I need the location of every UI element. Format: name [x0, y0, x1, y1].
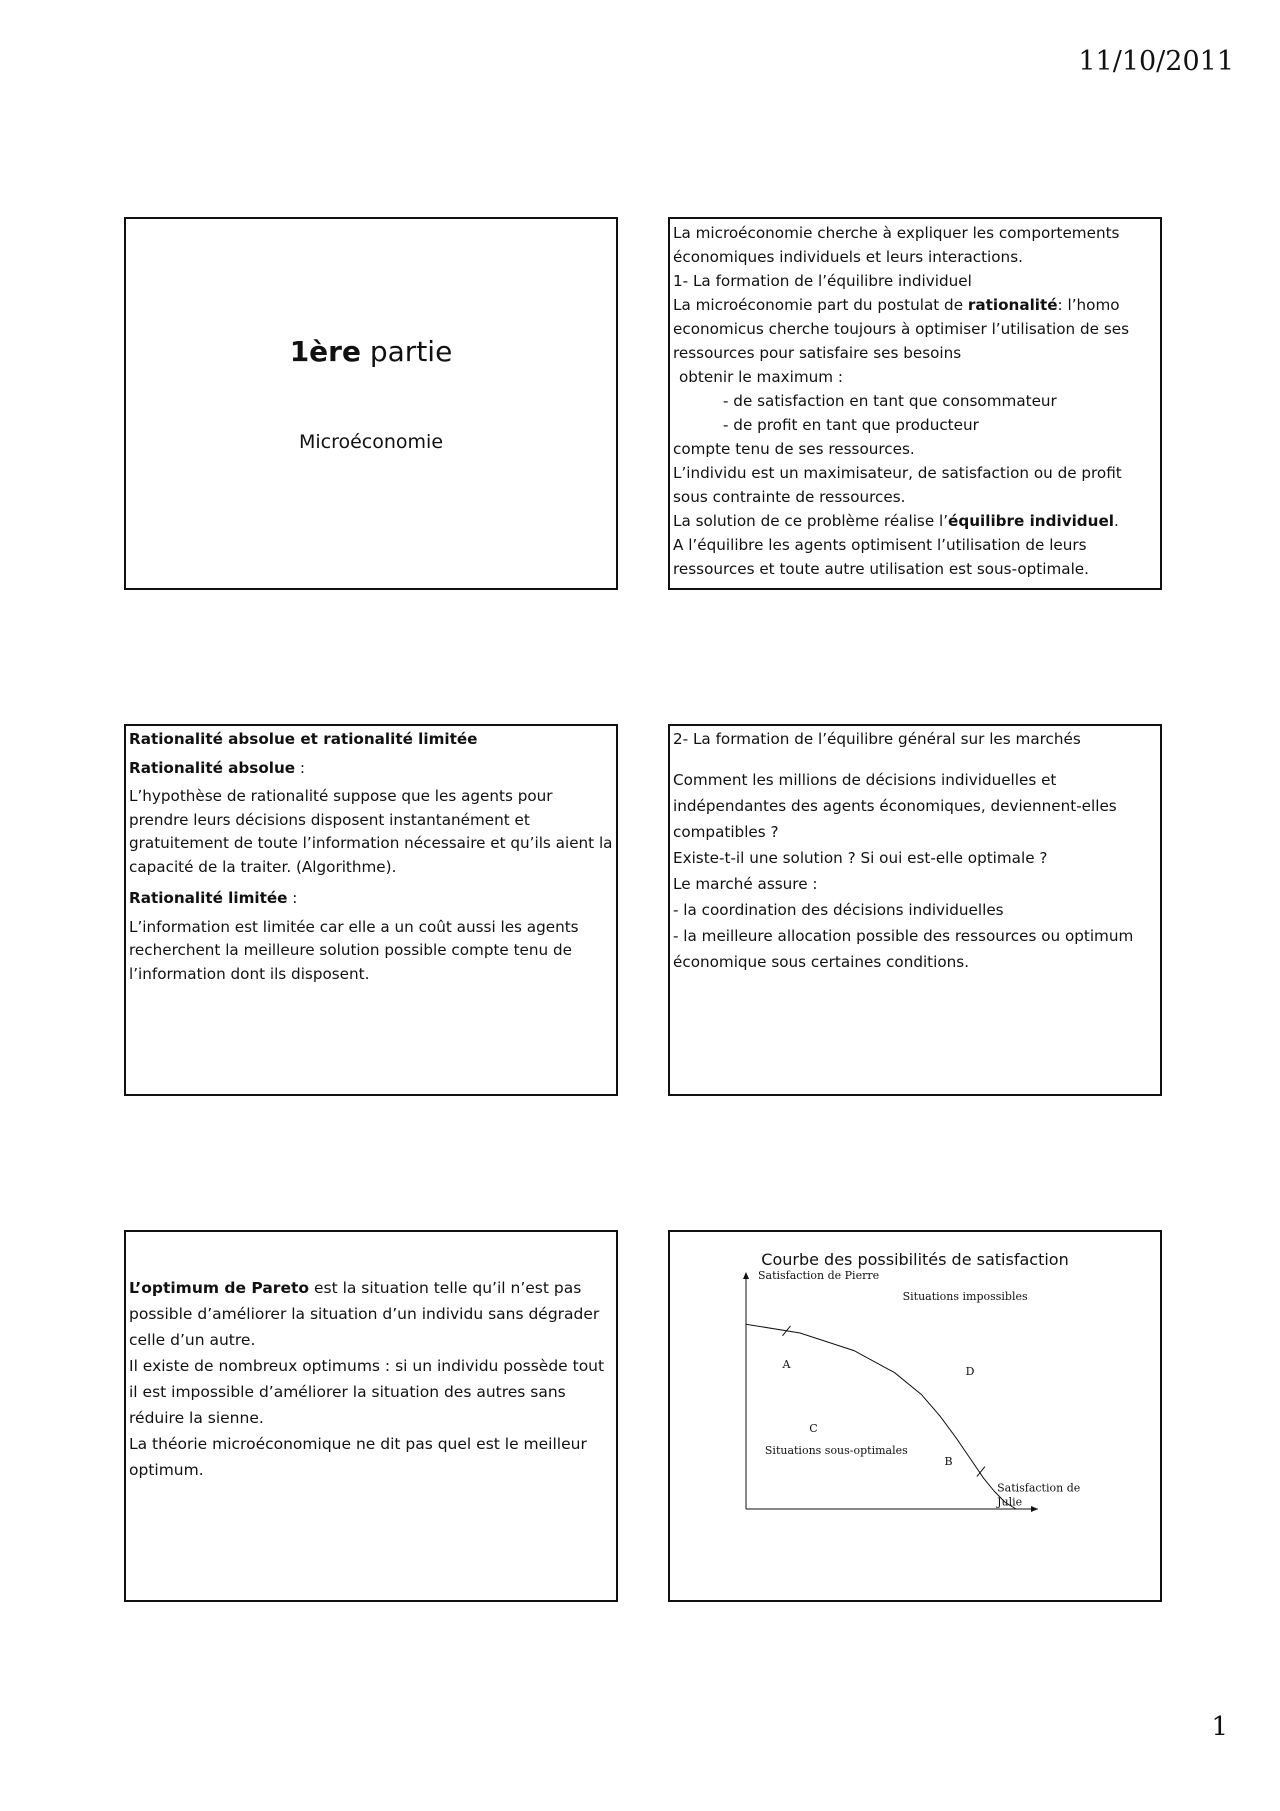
slide-4-text: [673, 726, 1157, 975]
slide-1-title-bold: 1ère: [289, 335, 361, 368]
slide-3-abs-label: [129, 757, 613, 781]
slide-2-line: 1- La formation de l’équilibre individuel: [673, 272, 972, 290]
slide-5-bold-pareto: L’optimum de Pareto: [129, 1279, 310, 1297]
x-axis-label-line2: Julie: [997, 1495, 1023, 1509]
region-label-suboptimal: Situations sous-optimales: [764, 1444, 908, 1457]
y-axis-label: Satisfaction de Pierre: [758, 1269, 880, 1282]
point-label-b: B: [944, 1455, 953, 1468]
point-label-c: C: [809, 1422, 818, 1435]
slide-2-text-span: La solution de ce problème réalise l’: [673, 512, 949, 530]
slide-1-title-rest: partie: [360, 335, 453, 368]
slide-2-text-span: La microéconomie part du postulat de: [673, 296, 968, 314]
slide-2-line: - de satisfaction en tant que consommateur: [723, 392, 1057, 410]
slide-3-heading: [129, 728, 613, 752]
slide-4-line: Existe-t-il une solution ? Si oui est-elle optimale ?: [673, 849, 1048, 867]
slide-5-text: [129, 1275, 613, 1483]
slide-3-colon: :: [295, 758, 306, 777]
slide-2-line: A l’équilibre les agents optimisent l’utilisation de leurs ressources et toute autre utilisation est sous-optimale.: [673, 536, 1089, 578]
slide-6: [668, 1230, 1162, 1602]
slide-2: [668, 217, 1162, 590]
slide-2-text-span: : l’homo economicus cherche toujours à optimiser l’utilisation de ses ressources pour satisfaire ses besoins: [673, 296, 1129, 362]
frontier-curve: [746, 1324, 1016, 1509]
slide-1-title: [126, 335, 616, 368]
slide-2-bold-equilibre: équilibre individuel: [948, 512, 1114, 530]
slide-3-lim-text: L’information est limitée car elle a un coût aussi les agents recherchent la meilleure solution possible compte tenu de l’information dont ils disposent.: [129, 917, 579, 983]
slide-2-line: compte tenu de ses ressources.: [673, 440, 915, 458]
chart-title: Courbe des possibilités de satisfaction: [761, 1250, 1069, 1269]
slide-1: [124, 217, 618, 590]
slide-2-line: La microéconomie cherche à expliquer les comportements économiques individuels et leurs interactions.: [673, 224, 1120, 266]
page-number: 1: [1211, 1712, 1228, 1742]
slide-3-abs-text: L’hypothèse de rationalité suppose que les agents pour prendre leurs décisions disposent instantanément et gratuitement de toute l’information nécessaire et qu’ils aient la capacité de la traiter. (Algorithme).: [129, 787, 613, 876]
x-axis-arrow: [1031, 1506, 1038, 1512]
slide-5-line: La théorie microéconomique ne dit pas quel est le meilleur optimum.: [129, 1435, 587, 1479]
slide-4-heading: 2- La formation de l’équilibre général sur les marchés: [673, 730, 1081, 748]
slide-4-line: Comment les millions de décisions individuelles et indépendantes des agents économiques, deviennent-elles compatibles ?: [673, 771, 1117, 841]
slide-3: [124, 724, 618, 1096]
slide-2-line: L’individu est un maximisateur, de satisfaction ou de profit sous contrainte de ressources.: [673, 464, 1122, 506]
slide-5-line: Il existe de nombreux optimums : si un individu possède tout il est impossible d’améliorer la situation des autres sans réduire la sienne.: [129, 1357, 605, 1427]
slide-4-line: - la meilleure allocation possible des ressources ou optimum économique sous certaines conditions.: [673, 927, 1134, 971]
slide-2-line: [673, 509, 1157, 533]
y-axis-arrow: [743, 1272, 749, 1279]
slide-4-line: - la coordination des décisions individuelles: [673, 901, 1004, 919]
slide-2-text: [673, 221, 1157, 581]
point-label-a: A: [782, 1358, 791, 1372]
region-label-impossible: Situations impossibles: [902, 1290, 1028, 1303]
slide-3-lim-label: [129, 887, 613, 911]
slide-3-lim-label-bold: Rationalité limitée: [129, 889, 288, 907]
slide-2-line: - de profit en tant que producteur: [723, 416, 979, 434]
slide-3-heading-bold: Rationalité absolue et rationalité limitée: [129, 730, 478, 748]
slide-5-text-span: est la situation telle qu’il n’est pas possible d’améliorer la situation d’un individu sans dégrader celle d’un autre.: [129, 1279, 600, 1349]
slide-5: [124, 1230, 618, 1602]
slide-4: [668, 724, 1162, 1096]
slide-3-colon: :: [287, 889, 298, 907]
slide-1-subtitle: Microéconomie: [298, 431, 444, 453]
slide-2-text-span: .: [1114, 512, 1119, 530]
slide-4-line: Le marché assure :: [673, 875, 818, 893]
chart-svg: [670, 1232, 1160, 1600]
slide-5-line: [129, 1275, 613, 1353]
slide-3-abs-label-bold: Rationalité absolue: [129, 758, 296, 777]
x-axis-label-line1: Satisfaction de: [997, 1481, 1081, 1495]
slide-3-text: [129, 728, 613, 994]
slide-2-bold-rationalite: rationalité: [967, 296, 1058, 314]
slide-2-line: obtenir le maximum :: [679, 368, 844, 386]
slide-2-line: [673, 293, 1157, 365]
point-label-d: D: [965, 1364, 975, 1378]
header-date: 11/10/2011: [1078, 46, 1234, 77]
